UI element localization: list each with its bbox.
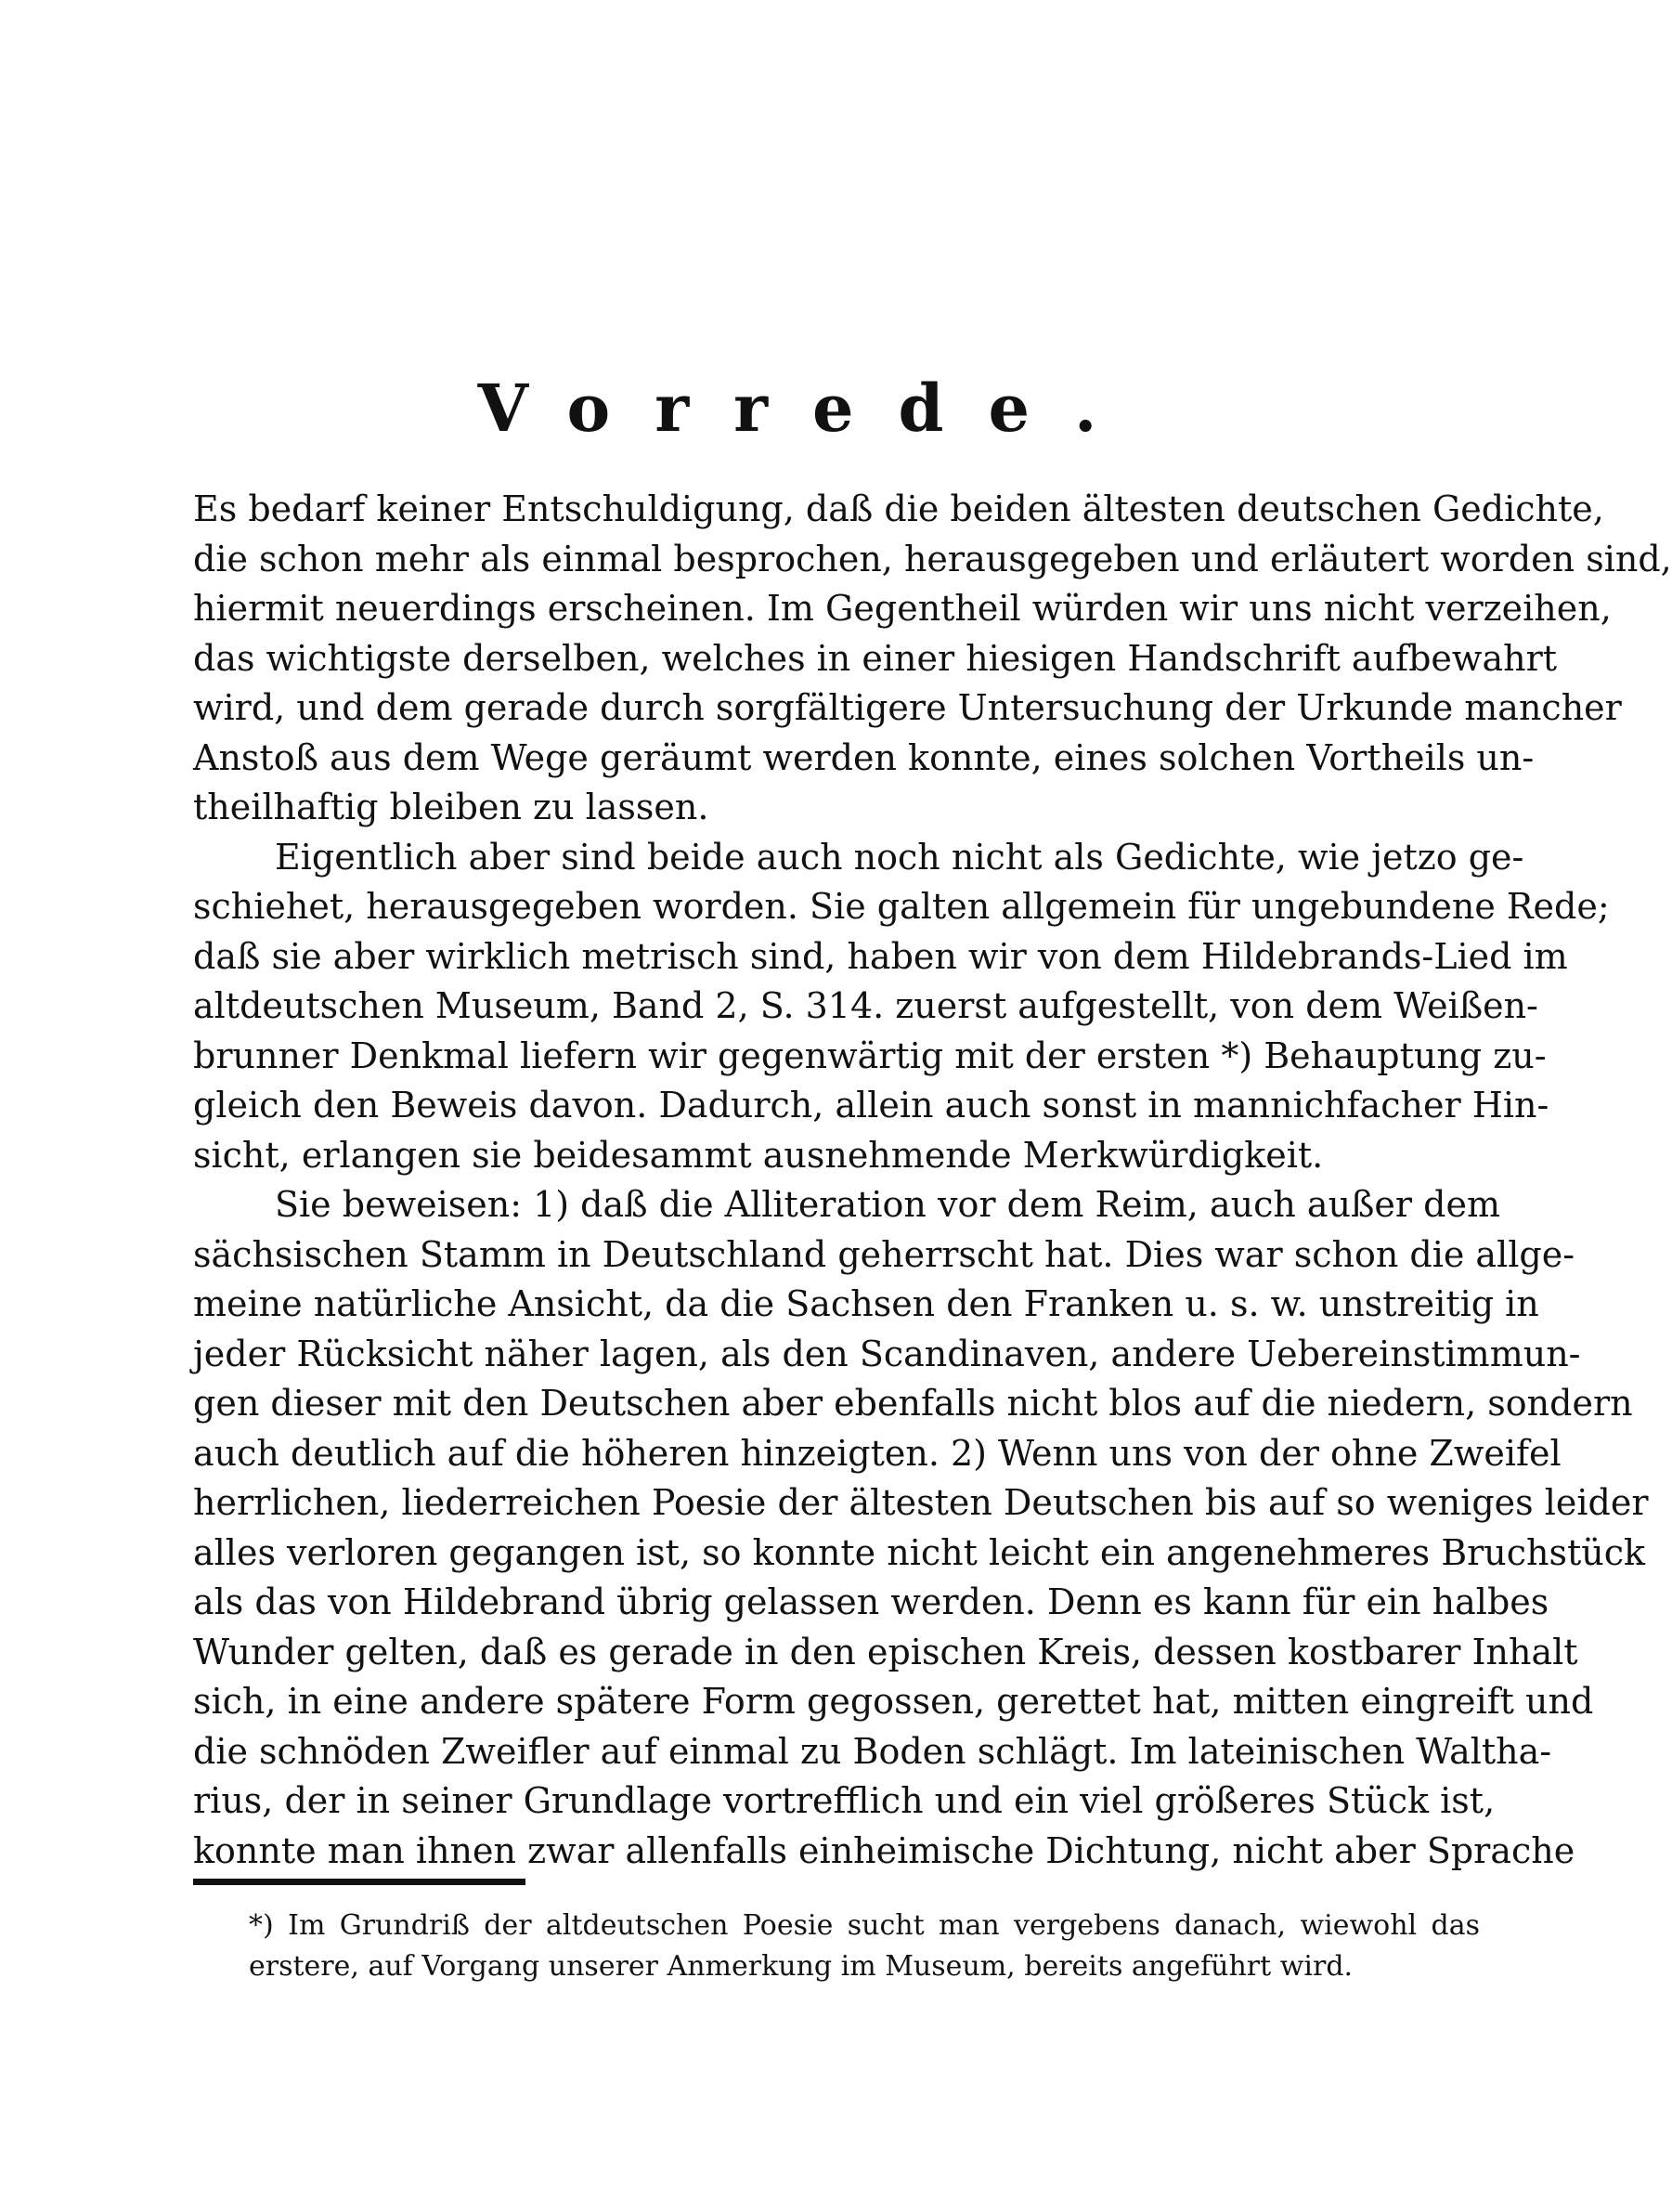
text-line: auch deutlich auf die höheren hinzeigten. 2) Wenn uns von der ohne Zweifel <box>193 1432 1562 1474</box>
text-line: Es bedarf keiner Entschuldigung, daß die beiden ältesten deutschen Gedichte, <box>193 488 1604 529</box>
footnote-divider <box>193 1879 525 1885</box>
text-line: meine natürliche Ansicht, da die Sachsen den Franken u. s. w. unstreitig in <box>193 1283 1539 1324</box>
text-line: altdeutschen Museum, Band 2, S. 314. zuerst aufgestellt, von dem Weißen- <box>193 985 1538 1026</box>
text-line: Eigentlich aber sind beide auch noch nicht als Gedichte, wie jetzo ge- <box>275 836 1524 878</box>
text-line: die schon mehr als einmal besprochen, herausgegeben und erläutert worden sind, <box>193 538 1672 579</box>
footnote-line: *) Im Grundriß der altdeutschen Poesie sucht man vergebens danach, wiewohl das <box>249 1909 1480 1942</box>
text-line: rius, der in seiner Grundlage vortrefflich und ein viel größeres Stück ist, <box>193 1780 1496 1821</box>
text-line: theilhaftig bleiben zu lassen. <box>193 787 709 827</box>
text-line: sich, in eine andere spätere Form gegossen, gerettet hat, mitten eingreift und <box>193 1681 1594 1722</box>
page-title <box>0 370 1619 447</box>
text-line: Sie beweisen: 1) daß die Alliteration vor dem Reim, auch außer dem <box>275 1184 1500 1225</box>
page-title-text: Vorrede. <box>477 370 1142 447</box>
text-line: gleich den Beweis davon. Dadurch, allein auch sonst in mannichfacher Hin- <box>193 1085 1549 1126</box>
text-line: das wichtigste derselben, welches in einer hiesigen Handschrift aufbewahrt <box>193 637 1558 679</box>
text-line: sächsischen Stamm in Deutschland geherrscht hat. Dies war schon die allge- <box>193 1233 1575 1275</box>
main-text <box>193 485 1672 1876</box>
text-line: brunner Denkmal liefern wir gegenwärtig mit der ersten *) Behauptung zu- <box>193 1034 1547 1076</box>
text-line: schiehet, herausgegeben worden. Sie galten allgemein für ungebundene Rede; <box>193 886 1610 927</box>
text-line: jeder Rücksicht näher lagen, als den Scandinaven, andere Uebereinstimmun- <box>193 1333 1581 1374</box>
text-line: gen dieser mit den Deutschen aber ebenfalls nicht blos auf die niedern, sondern <box>193 1383 1633 1424</box>
text-line: wird, und dem gerade durch sorgfältigere Untersuchung der Urkunde mancher <box>193 687 1622 728</box>
text-line: die schnöden Zweifler auf einmal zu Boden schlägt. Im lateinischen Waltha- <box>193 1730 1552 1772</box>
text-line: hiermit neuerdings erscheinen. Im Gegentheil würden wir uns nicht verzeihen, <box>193 588 1612 629</box>
text-line: Wunder gelten, daß es gerade in den epischen Kreis, dessen kostbarer Inhalt <box>193 1631 1578 1672</box>
text-line: herrlichen, liederreichen Poesie der ältesten Deutschen bis auf so weniges leider <box>193 1482 1649 1523</box>
text-line: konnte man ihnen zwar allenfalls einheimische Dichtung, nicht aber Sprache <box>193 1829 1575 1871</box>
text-line: daß sie aber wirklich metrisch sind, haben wir von dem Hildebrands-Lied im <box>193 935 1568 977</box>
text-line: als das von Hildebrand übrig gelassen werden. Denn es kann für ein halbes <box>193 1581 1549 1622</box>
footnote <box>249 1906 1480 1987</box>
text-line: alles verloren gegangen ist, so konnte nicht leicht ein angenehmeres Bruchstück <box>193 1531 1646 1573</box>
footnote-line: erstere, auf Vorgang unserer Anmerkung im Museum, bereits angeführt wird. <box>249 1950 1354 1983</box>
text-line: Anstoß aus dem Wege geräumt werden konnte, eines solchen Vortheils un- <box>193 736 1535 778</box>
text-line: sicht, erlangen sie beidesammt ausnehmende Merkwürdigkeit. <box>193 1134 1324 1176</box>
